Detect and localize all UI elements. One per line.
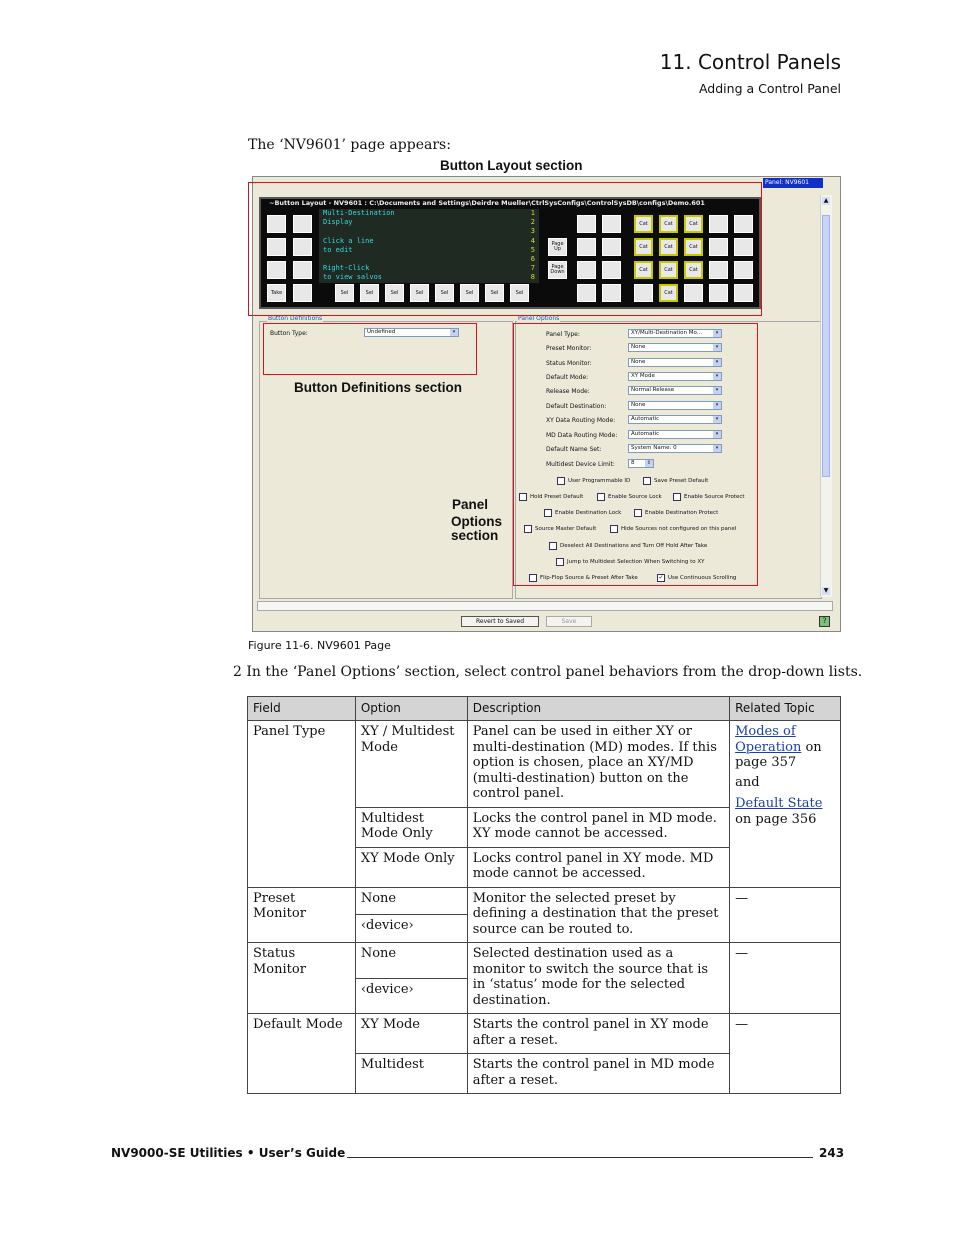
intro-text: The ‘NV9601’ page appears:: [248, 137, 451, 153]
vertical-scrollbar[interactable]: [820, 195, 832, 597]
table-cell: None: [355, 887, 467, 915]
page-up-button[interactable]: Page Up: [548, 238, 567, 256]
step-text: 2 In the ‘Panel Options’ section, select control panel behaviors from the drop-down lists.: [233, 664, 863, 680]
button-type-label: Button Type:: [270, 330, 308, 337]
scroll-up-icon: ▲: [823, 197, 829, 204]
page-down-button[interactable]: Page Down: [548, 261, 567, 279]
chevron-down-icon: ▾: [713, 416, 721, 423]
cat-button[interactable]: Cat: [659, 238, 678, 256]
save-button[interactable]: Save: [546, 616, 592, 627]
cat-button[interactable]: Cat: [659, 284, 678, 302]
lcd-line: 3: [530, 227, 535, 236]
checkbox-enable-destination-lock[interactable]: Enable Destination Lock: [544, 509, 621, 517]
table-row: [248, 943, 841, 979]
status-bar: [257, 601, 833, 611]
field-label: Multidest Device Limit:: [546, 461, 615, 468]
table-cell: —: [730, 1014, 841, 1094]
chevron-down-icon: ▾: [713, 344, 721, 351]
lcd-line: Right-Click 7: [323, 264, 535, 273]
table-cell: —: [730, 887, 841, 943]
table-cell: Selected destination used as a monitor to switch the source that is in ‘status’ mode for the selected destination.: [467, 943, 729, 1014]
chevron-down-icon: ▾: [713, 330, 721, 337]
status-monitor-dropdown[interactable]: None ▾: [628, 358, 722, 367]
table-cell: Panel Type: [248, 721, 356, 888]
and-text: and: [735, 774, 760, 790]
table-cell: XY / Multidest Mode: [355, 721, 467, 808]
lcd-line: Click a line 4: [323, 236, 535, 245]
lcd-line: to edit 5: [323, 245, 535, 254]
field-label: XY Data Routing Mode:: [546, 417, 616, 424]
table-header: Related Topic: [730, 697, 841, 721]
field-label: Default Destination:: [546, 403, 607, 410]
release-mode-dropdown[interactable]: Normal Release ▾: [628, 386, 722, 395]
field-label: Status Monitor:: [546, 360, 592, 367]
cat-button[interactable]: Cat: [634, 261, 653, 279]
device-limit-spinner[interactable]: 8 ⇕: [628, 459, 654, 468]
sel-button[interactable]: Sel: [410, 284, 429, 302]
checkbox-enable-source-protect[interactable]: Enable Source Protect: [673, 493, 745, 501]
chevron-down-icon: ▾: [450, 329, 458, 336]
sel-button[interactable]: Sel: [360, 284, 379, 302]
button-layout-highlight: [248, 182, 762, 316]
checkbox-user-programmable-id[interactable]: User Programmable ID: [557, 477, 630, 485]
footer-guide-title: NV9000-SE Utilities • User’s Guide: [111, 1146, 346, 1160]
cat-button[interactable]: Cat: [684, 261, 703, 279]
lcd-line: Multi-Destination 1: [323, 209, 535, 217]
table-cell: Starts the control panel in XY mode after a reset.: [467, 1014, 729, 1054]
md-routing-dropdown[interactable]: Automatic ▾: [628, 430, 722, 439]
cat-button[interactable]: Cat: [659, 215, 678, 233]
name-set-dropdown[interactable]: System Name: 0 ▾: [628, 444, 722, 453]
table-row: [248, 1014, 841, 1054]
annotation-button-definitions: Button Definitions section: [294, 380, 462, 395]
table-row: [248, 721, 841, 808]
sel-button[interactable]: Sel: [485, 284, 504, 302]
table-cell: Locks the control panel in MD mode. XY mode cannot be accessed.: [467, 807, 729, 847]
table-cell: Panel can be used in either XY or multi-destination (MD) modes. If this option is chosen, place an XY/MD (multi-destination) button on the control panel.: [467, 721, 729, 808]
button-layout-title: ~Button Layout - NV9601 : C:\Documents and Settings\Deirdre Mueller\CtrlSysConfigs\ControlSysDB\configs\Demo.601: [269, 199, 705, 207]
annotation-panel-options: Panel: [452, 497, 489, 512]
lcd-line: Display 2: [323, 218, 535, 227]
checkbox-flip-flop[interactable]: Flip-Flop Source & Preset After Take: [529, 574, 638, 582]
revert-to-saved-button[interactable]: Revert to Saved: [461, 616, 539, 627]
table-cell: —: [730, 943, 841, 1014]
lcd-line: 6: [530, 255, 535, 264]
link-modes-of-operation[interactable]: Modes of Operation: [735, 724, 802, 755]
sel-button[interactable]: Sel: [510, 284, 529, 302]
chevron-down-icon: ▾: [713, 387, 721, 394]
annotation-panel-options: Options: [451, 514, 502, 529]
checkbox-source-master-default[interactable]: Source Master Default: [524, 525, 596, 533]
sel-button[interactable]: Sel: [460, 284, 479, 302]
annotation-panel-options: section: [451, 528, 499, 543]
table-cell: XY Mode Only: [355, 847, 467, 887]
cat-button[interactable]: Cat: [634, 215, 653, 233]
field-label: Panel Type:: [546, 331, 580, 338]
table-cell: XY Mode: [355, 1014, 467, 1054]
table-cell: Monitor the selected preset by defining a destination that the preset source can be routed to.: [467, 887, 729, 943]
chapter-title: 11. Control Panels: [659, 50, 841, 74]
chevron-down-icon: ▾: [713, 445, 721, 452]
table-cell: Default Mode: [248, 1014, 356, 1094]
sel-button[interactable]: Sel: [335, 284, 354, 302]
checkbox-deselect-all[interactable]: Deselect All Destinations and Turn Off Hold After Take: [549, 542, 707, 550]
button-type-dropdown[interactable]: Undefined ▾: [364, 328, 459, 337]
table-header: Option: [355, 697, 467, 721]
table-cell: Starts the control panel in MD mode after a reset.: [467, 1054, 729, 1094]
link-default-state[interactable]: Default State: [735, 796, 823, 811]
spinner-icon: ⇕: [646, 460, 652, 466]
section-subtitle: Adding a Control Panel: [698, 81, 841, 96]
field-label: Default Name Set:: [546, 446, 602, 453]
checkbox-hold-preset-default[interactable]: Hold Preset Default: [519, 493, 583, 501]
panel-type-dropdown[interactable]: XY/Multi-Destination Mo... ▾: [628, 329, 722, 338]
scroll-thumb: [822, 215, 830, 477]
related-topic-cell: Modes of Operation on page 357 and Default State on page 356: [730, 721, 841, 888]
chevron-down-icon: ▾: [713, 431, 721, 438]
panel-options-highlight: [513, 323, 758, 586]
lcd-line: to view salvos 8: [323, 273, 535, 282]
sel-button[interactable]: Sel: [385, 284, 404, 302]
field-label: Default Mode:: [546, 374, 589, 381]
figure-caption: Figure 11-6. NV9601 Page: [248, 639, 391, 652]
table-cell: Multidest Mode Only: [355, 807, 467, 847]
field-label: Preset Monitor:: [546, 345, 592, 352]
checkbox-continuous-scrolling[interactable]: ✓ Use Continuous Scrolling: [658, 574, 737, 581]
button-definitions-highlight: [263, 323, 477, 375]
preset-monitor-dropdown[interactable]: None ▾: [628, 343, 722, 352]
options-table: [247, 696, 841, 1094]
table-cell: Locks control panel in XY mode. MD mode cannot be accessed.: [467, 847, 729, 887]
cat-button[interactable]: Cat: [684, 215, 703, 233]
table-cell: Multidest: [355, 1054, 467, 1094]
checkbox-jump-to-multidest[interactable]: Jump to Multidest Selection When Switching to XY: [556, 558, 705, 566]
chevron-down-icon: ▾: [713, 359, 721, 366]
checkbox-enable-source-lock[interactable]: Enable Source Lock: [597, 493, 662, 501]
checkbox-enable-destination-protect[interactable]: Enable Destination Protect: [634, 509, 718, 517]
default-mode-dropdown[interactable]: XY Mode ▾: [628, 372, 722, 381]
table-header-row: [248, 697, 841, 721]
table-cell: Preset Monitor: [248, 887, 356, 943]
scroll-down-icon: ▼: [823, 587, 829, 594]
cat-button[interactable]: Cat: [659, 261, 678, 279]
take-button[interactable]: Take: [267, 284, 286, 302]
checkbox-hide-sources[interactable]: Hide Sources not configured on this panel: [610, 525, 736, 533]
cat-button[interactable]: Cat: [634, 238, 653, 256]
sel-button[interactable]: Sel: [435, 284, 454, 302]
table-cell: None: [355, 943, 467, 979]
button-definitions-legend: Button Definitions: [268, 315, 323, 322]
panel-tab[interactable]: Panel: NV9601: [763, 178, 823, 188]
annotation-button-layout: Button Layout section: [440, 158, 583, 173]
xy-routing-dropdown[interactable]: Automatic ▾: [628, 415, 722, 424]
chevron-down-icon: ▾: [713, 402, 721, 409]
field-label: MD Data Routing Mode:: [546, 432, 618, 439]
table-header: Field: [248, 697, 356, 721]
checkbox-save-preset-default[interactable]: Save Preset Default: [643, 477, 708, 485]
table-header: Description: [467, 697, 729, 721]
field-label: Release Mode:: [546, 388, 590, 395]
page-number: 243: [819, 1146, 845, 1160]
footer-divider: [347, 1157, 813, 1158]
default-destination-dropdown[interactable]: None ▾: [628, 401, 722, 410]
table-cell: Status Monitor: [248, 943, 356, 1014]
help-icon[interactable]: ?: [819, 616, 830, 627]
table-cell: ‹device›: [355, 978, 467, 1014]
cat-button[interactable]: Cat: [684, 238, 703, 256]
table-cell: ‹device›: [355, 915, 467, 943]
checkbox-icon: ✓: [658, 574, 664, 581]
panel-options-legend: Panel Options: [518, 315, 560, 322]
chevron-down-icon: ▾: [713, 373, 721, 380]
table-row: [248, 887, 841, 915]
